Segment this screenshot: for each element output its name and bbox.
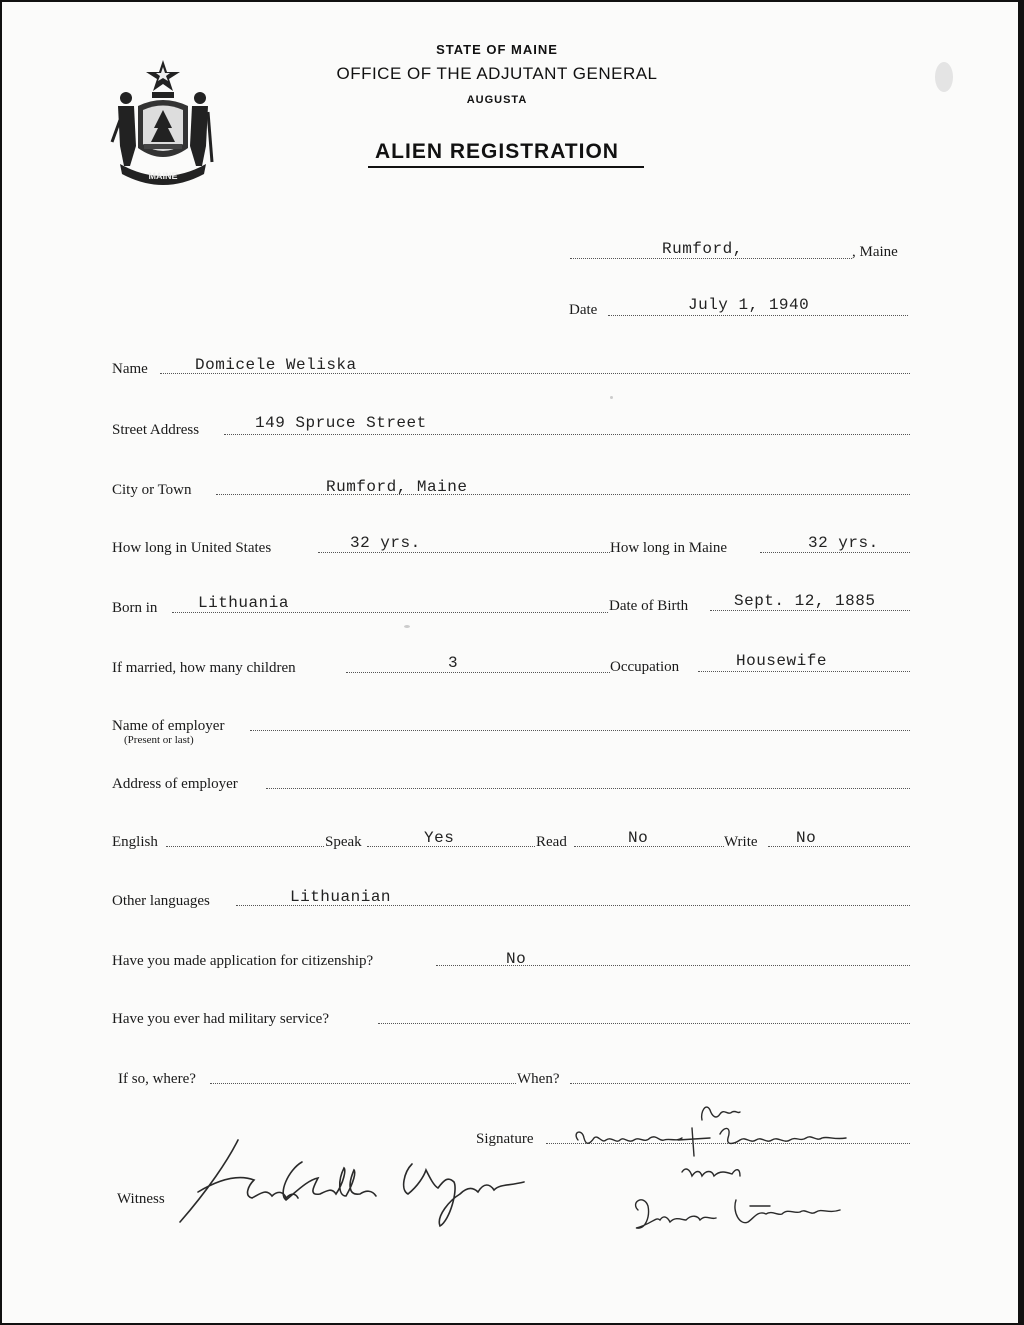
date-label: Date	[569, 302, 598, 318]
when-dotline	[570, 1083, 910, 1084]
citizenship-label: Have you made application for citizenship?	[112, 953, 374, 969]
witness-label: Witness	[117, 1191, 165, 1207]
signature-mark-handwriting	[560, 1090, 860, 1250]
children-dotline	[346, 672, 610, 673]
city-label: City or Town	[112, 482, 192, 498]
street-dotline	[224, 434, 910, 435]
paper-speck	[404, 625, 410, 628]
seal-banner-text: MAINE	[148, 171, 178, 181]
other-languages-value: Lithuanian	[290, 888, 392, 906]
state-heading: STATE OF MAINE	[436, 42, 558, 57]
witness-signature-handwriting	[168, 1130, 548, 1230]
maine-years-label: How long in Maine	[610, 540, 728, 556]
us-years-value: 32 yrs.	[350, 534, 421, 552]
speak-value: Yes	[424, 829, 455, 847]
military-label: Have you ever had military service?	[112, 1011, 329, 1027]
read-value: No	[628, 829, 649, 847]
born-in-label: Born in	[112, 600, 158, 616]
write-label: Write	[724, 834, 758, 850]
city-heading: AUGUSTA	[466, 94, 528, 106]
location-dotline	[570, 258, 852, 259]
children-value: 3	[448, 654, 459, 672]
dob-dotline	[710, 610, 910, 611]
name-label: Name	[112, 361, 148, 377]
street-label: Street Address	[112, 422, 200, 438]
dob-label: Date of Birth	[609, 598, 689, 614]
form-title: ALIEN REGISTRATION	[375, 140, 619, 163]
signature-label: Signature	[476, 1131, 534, 1147]
other-languages-label: Other languages	[112, 893, 210, 909]
children-label: If married, how many children	[112, 660, 296, 676]
paper-speck	[610, 396, 613, 399]
born-in-value: Lithuania	[198, 594, 289, 612]
name-value: Domicele Weliska	[195, 356, 357, 374]
military-dotline	[378, 1023, 910, 1024]
location-value: Rumford,	[662, 240, 743, 258]
when-label: When?	[517, 1071, 560, 1087]
maine-years-value: 32 yrs.	[808, 534, 879, 552]
where-label: If so, where?	[118, 1071, 196, 1087]
us-years-dotline	[318, 552, 610, 553]
speak-label: Speak	[325, 834, 362, 850]
write-dotline	[768, 846, 910, 847]
english-label: English	[112, 834, 158, 850]
location-suffix: , Maine	[852, 244, 898, 260]
title-underline	[368, 166, 644, 168]
city-value: Rumford, Maine	[326, 478, 468, 496]
read-dotline	[574, 846, 724, 847]
street-value: 149 Spruce Street	[255, 414, 427, 432]
office-heading: OFFICE OF THE ADJUTANT GENERAL	[336, 64, 658, 83]
date-dotline	[608, 315, 908, 316]
city-dotline	[216, 494, 910, 495]
citizenship-value: No	[506, 950, 527, 968]
maine-years-dotline	[760, 552, 910, 553]
date-value: July 1, 1940	[688, 296, 810, 314]
occupation-value: Housewife	[736, 652, 827, 670]
paper-smudge	[935, 62, 953, 92]
employer-address-label: Address of employer	[112, 776, 238, 792]
born-in-dotline	[172, 612, 608, 613]
read-label: Read	[536, 834, 567, 850]
write-value: No	[796, 829, 817, 847]
occupation-dotline	[698, 671, 910, 672]
us-years-label: How long in United States	[112, 540, 272, 556]
employer-address-dotline	[266, 788, 910, 789]
occupation-label: Occupation	[610, 659, 680, 675]
english-dotline	[166, 846, 324, 847]
where-dotline	[210, 1083, 516, 1084]
dob-value: Sept. 12, 1885	[734, 592, 876, 610]
employer-name-label: Name of employer	[112, 718, 225, 734]
employer-name-dotline	[250, 730, 910, 731]
employer-name-sublabel: (Present or last)	[124, 734, 194, 746]
